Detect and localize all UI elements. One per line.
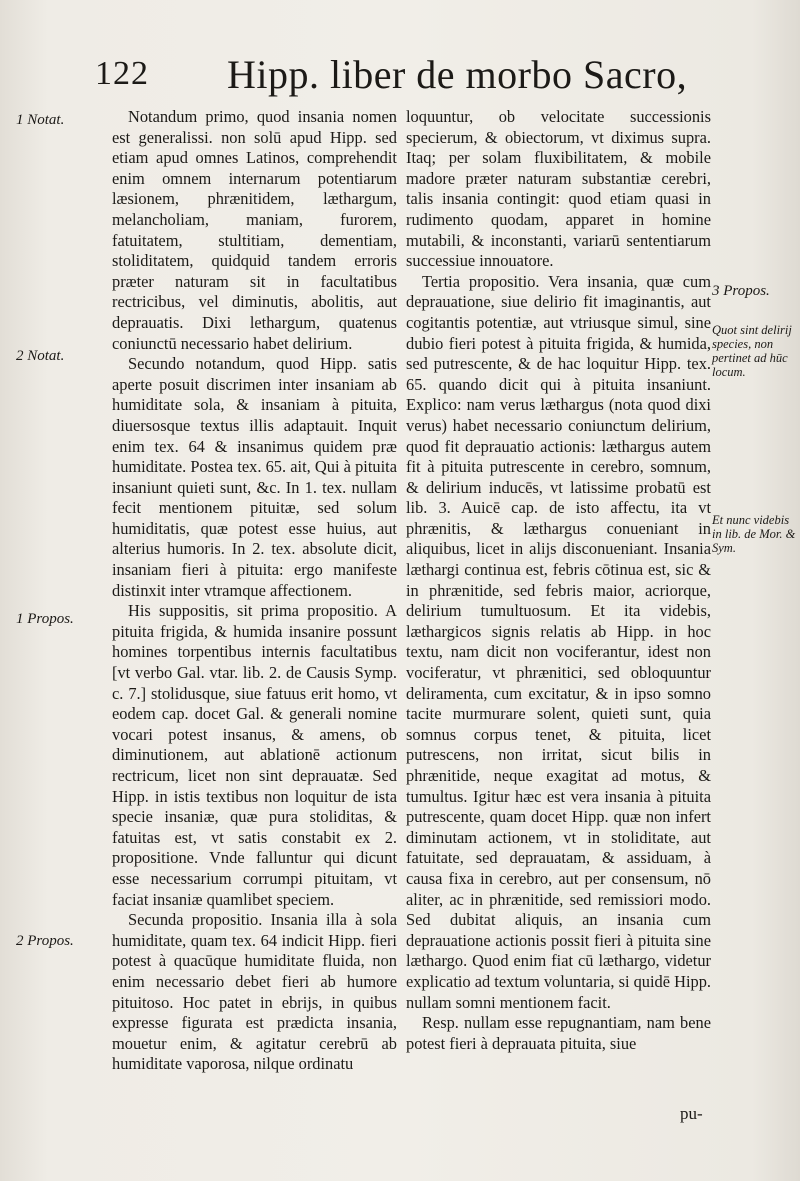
margin-note-notat-2: 2 Notat. — [16, 348, 65, 364]
paragraph-notat-1: Notandum primo, quod insania nomen est generalissi. non solū apud Hipp. sed etiam apud omnes Latinos, comprehendit enim omnem internarum potentiarum læsionem, phrænitidem, læthargum, melancholiam, maniam, furorem, fatuitatem, stultitiam, dementiam, stoliditatem, quidquid tandem erroris præter naturam sit in facultatibus rectricibus, vel diminutis, abolitis, aut deprauatis. Dixi lethargum, quatenus coniunctū necessario habet delirium. — [112, 107, 397, 353]
running-title: Hipp. liber de morbo Sacro, — [227, 52, 688, 97]
left-text-column — [112, 107, 397, 1075]
margin-note-delirium-species: Quot sint delirij species, non pertinet ad hūc locum. — [712, 323, 792, 379]
margin-note-propos-3: 3 Propos. — [712, 283, 770, 299]
paragraph-notat-2: Secundo notandum, quod Hipp. satis aperte posuit discrimen inter insaniam ab humiditate sola, & insaniam à pituita, diuersosque textus illis adaptauit. Inquit enim tex. 64 & insanimus quidem præ humiditate. Postea tex. 65. ait, Qui à pituita insaniunt quieti sunt, &c. In 1. tex. nullam fecit mentionem pituitæ, sed solum humiditatis, quæ potest esse huius, aut alterius humoris. In 2. tex. absolute dicit, insaniam fieri à pituita: ergo manifeste distinxit inter vtramque affectionem. — [112, 354, 397, 600]
margin-note-notat-1: 1 Notat. — [16, 112, 65, 128]
catchword: pu- — [680, 1104, 703, 1123]
page-header — [95, 52, 735, 105]
paragraph-continuation: loquuntur, ob velocitate successionis specierum, & obiectorum, vt diximus supra. Itaq; per solam fluxibilitatem, & mobile madore præter naturam substantiæ cerebri, talis insania contingit: quod etiam quasi in rudimento quodam, apparet in homine mutabili, & inconstanti, variarū sententiarum successiue innouatore. — [406, 107, 711, 271]
margin-note-propos-2: 2 Propos. — [16, 933, 74, 949]
margin-note-cross-reference: Et nunc videbis in lib. de Mor. & Sym. — [712, 513, 796, 555]
right-text-column — [406, 107, 711, 1054]
page-number: 122 — [95, 55, 149, 92]
paragraph-response: Resp. nullam esse repugnantiam, nam bene potest fieri à deprauata pituita, siue — [406, 1013, 711, 1053]
margin-note-propos-1: 1 Propos. — [16, 611, 74, 627]
paragraph-propos-3: Tertia propositio. Vera insania, quæ cum deprauatione, siue delirio fit imaginantis, aut cogitantis potentiæ, aut vtriusque simul, sine dubio fieri potest à pituita frigida, & humida, sed putrescente, & de hac loquitur Hipp. tex. 65. quando dicit qui à pituita insaniunt. Explico: nam verus læthargus (nota quod dixi verus) habet necessario coniunctum delirium, quod fit deprauatio actionis: læthargus autem fit à pituita putrescente in cerebro, somnum, & delirium inducēs, vt latissime probatū est lib. 3. Auicē cap. de isto affectu, ita vt phrænitis, & læthargus conueniant in aliquibus, licet in alijs disconueniant. Insania læthargi continua est, febris cōtinua est, sic & in phrænitide, sed febris maior, acriorque, delirium tumultuosum. Et ita videbis, læthargicos signis relatis ab Hipp. in hoc textu, nam dicit non vociferantur, idest non vociferatur, vt phrænitici, sed obloquuntur deliramenta, cum excitatur, & in ipso somno tacite murmurare solent, quieti sunt, quia somnus corpus tenet, & pituita, licet putrescens, non irritat, sicut bilis in phrænitide, neque exagitat ad motus, & tumultus. Igitur hæc est vera insania à pituita putrescente, quam docet Hipp. quæ non infert diminutam actionem, vt in stoliditate, aut fatuitate, sed deprauatam, & assiduam, à causa fixa in cerebro, aut per consensum, nō aliter, ac in phrænitide, sed remissiori modo. Sed dubitat aliquis, an insania cum deprauatione actionis possit fieri à pituita sine læthargo. Quod enim fiat cū læthargo, videtur explicatio ad textum voluntaria, si quidē Hipp. nullam somni mentionem facit. — [406, 271, 711, 1012]
paragraph-propos-1: His suppositis, sit prima propositio. A pituita frigida, & humida insanire possunt homines torpentibus internis facultatibus [vt verbo Gal. vtar. lib. 2. de Causis Symp. c. 7.] stolidusque, siue fatuus erit homo, vt eodem cap. docet Gal. & generali nomine vocari potest insanus, & amens, ob diminutionem, aut ablationē actionum rectricum, licet non sint deprauatæ. Sed Hipp. in istis textibus non loquitur de ista specie insaniæ, quæ pura stoliditas, & fatuitas est, vt satis constabit ex 2. propositione. Vnde falluntur qui dicunt esse necessarium corrumpi pituitam, vt faciat insaniæ quamlibet speciem. — [112, 601, 397, 909]
paragraph-propos-2: Secunda propositio. Insania illa à sola humiditate, quam tex. 64 indicit Hipp. fieri potest à quacūque humiditate fluida, non enim necessario debet fieri ab humore pituitoso. Hoc patet in ebrijs, in quibus expresse figurata est prædicta insania, mouetur enim, & agitatur cerebrū ab humiditate vaporosa, nilque ordinatu — [112, 910, 397, 1074]
